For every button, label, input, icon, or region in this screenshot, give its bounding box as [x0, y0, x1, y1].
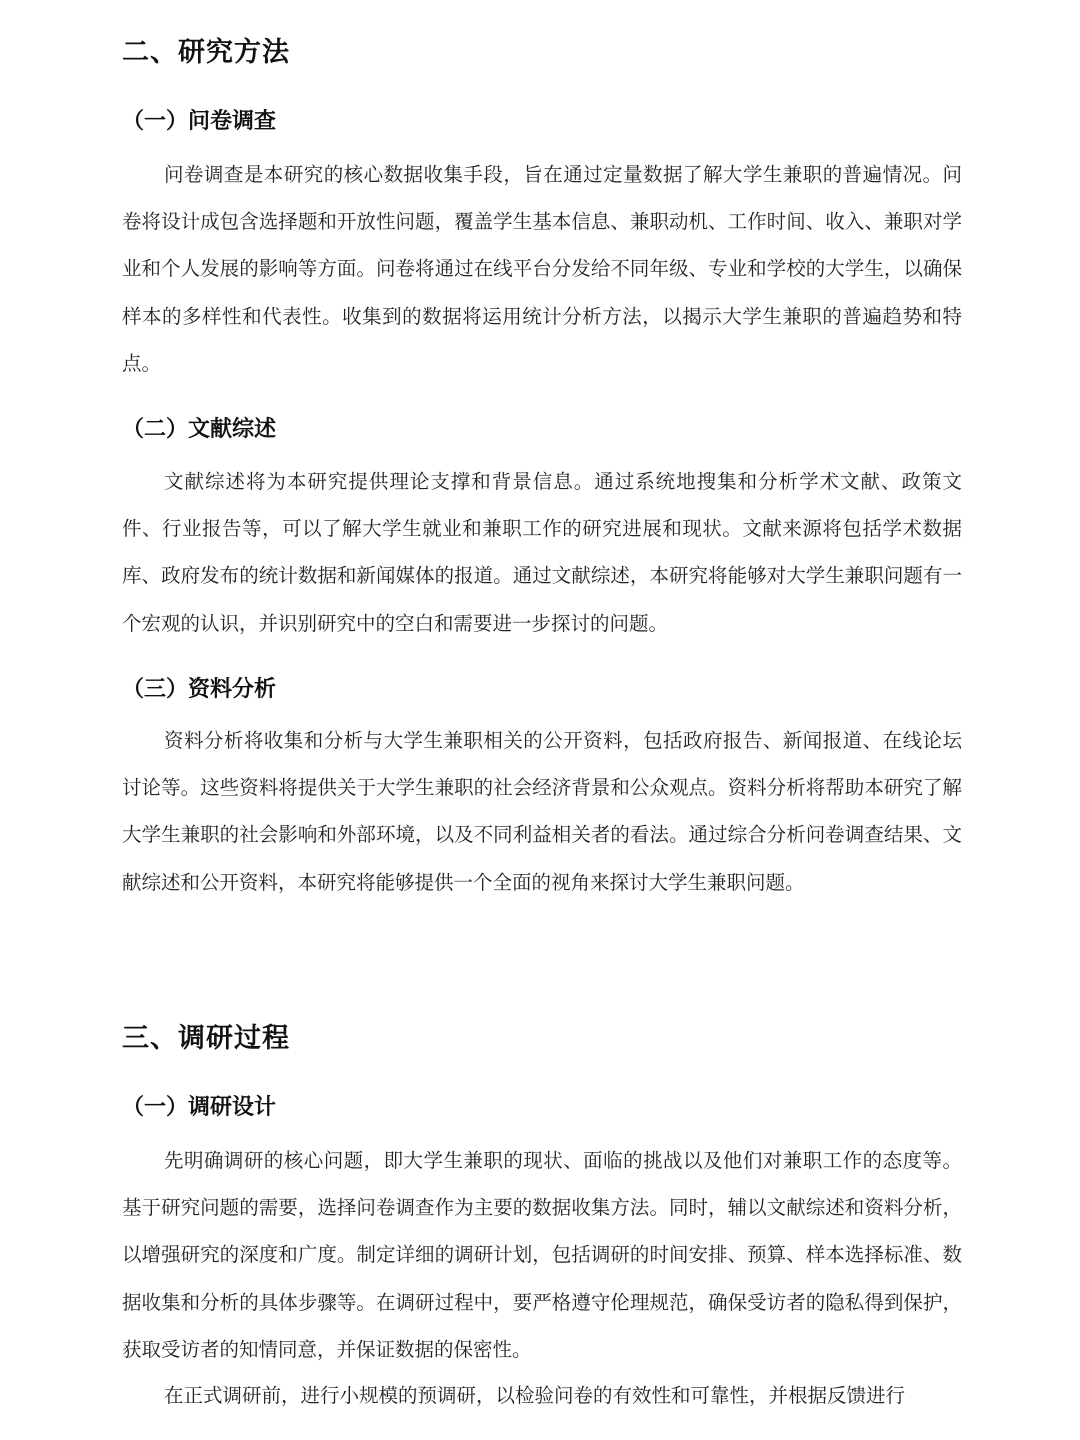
- subsection-title-questionnaire: （一）问卷调查: [122, 109, 277, 134]
- paragraph-material-analysis: 资料分析将收集和分析与大学生兼职相关的公开资料，包括政府报告、新闻报道、在线论坛讨论等。这些资料将提供关于大学生兼职的社会经济背景和公众观点。资料分析将帮助本研究了解大学生兼职的社会影响和外部环境，以及不同利益相关者的看法。通过综合分析问卷调查结果、文献综述和公开资料，本研究将能够提供一个全面的视角来探讨大学生兼职问题。: [122, 729, 962, 894]
- paragraph-pilot-survey: 在正式调研前，进行小规模的预调研，以检验问卷的有效性和可靠性，并根据反馈进行: [164, 1384, 906, 1407]
- subsection-title-research-design: （一）调研设计: [122, 1095, 277, 1120]
- section-title-research-methods: 二、研究方法: [122, 37, 290, 68]
- section-title-research-process: 三、调研过程: [122, 1023, 290, 1054]
- subsection-title-literature-review: （二）文献综述: [122, 417, 277, 442]
- paragraph-questionnaire: 问卷调查是本研究的核心数据收集手段，旨在通过定量数据了解大学生兼职的普遍情况。问卷将设计成包含选择题和开放性问题，覆盖学生基本信息、兼职动机、工作时间、收入、兼职对学业和个人发展的影响等方面。问卷将通过在线平台分发给不同年级、专业和学校的大学生，以确保样本的多样性和代表性。收集到的数据将运用统计分析方法，以揭示大学生兼职的普遍趋势和特点。: [122, 163, 962, 375]
- paragraph-research-design: 先明确调研的核心问题，即大学生兼职的现状、面临的挑战以及他们对兼职工作的态度等。基于研究问题的需要，选择问卷调查作为主要的数据收集方法。同时，辅以文献综述和资料分析，以增强研究的深度和广度。制定详细的调研计划，包括调研的时间安排、预算、样本选择标准、数据收集和分析的具体步骤等。在调研过程中，要严格遵守伦理规范，确保受访者的隐私得到保护，获取受访者的知情同意，并保证数据的保密性。: [122, 1149, 962, 1361]
- subsection-title-material-analysis: （三）资料分析: [122, 677, 277, 702]
- paragraph-literature-review: 文献综述将为本研究提供理论支撑和背景信息。通过系统地搜集和分析学术文献、政策文件、行业报告等，可以了解大学生就业和兼职工作的研究进展和现状。文献来源将包括学术数据库、政府发布的统计数据和新闻媒体的报道。通过文献综述，本研究将能够对大学生兼职问题有一个宏观的认识，并识别研究中的空白和需要进一步探讨的问题。: [122, 470, 962, 635]
